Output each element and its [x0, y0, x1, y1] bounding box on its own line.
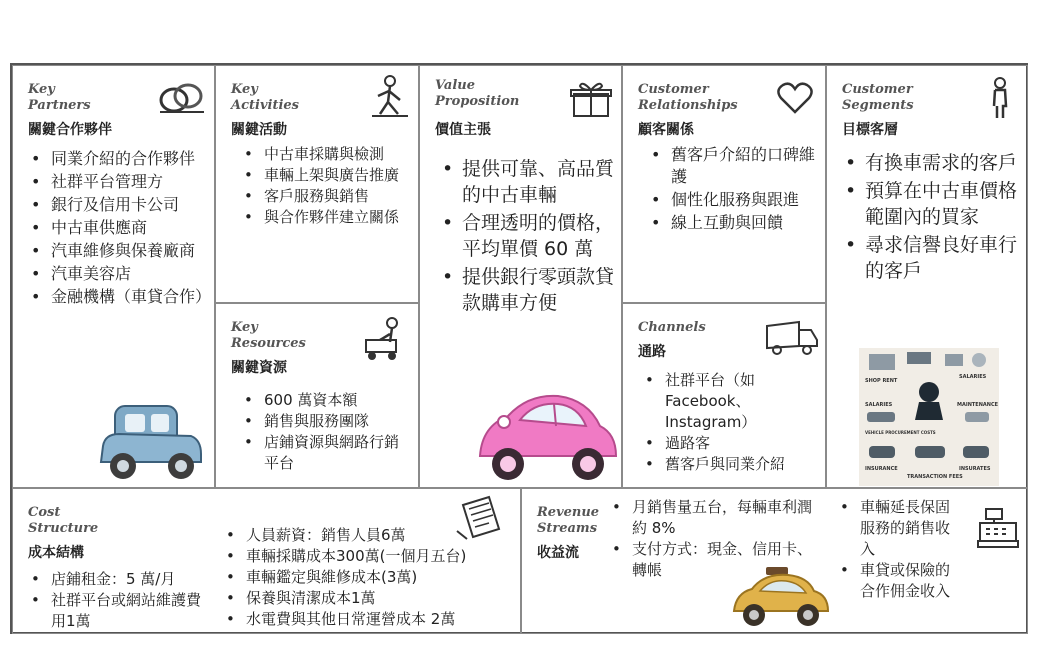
canvas-frame — [10, 63, 1028, 634]
list-item: • 店鋪資源與網路行銷平台 — [264, 432, 412, 474]
blue-vintage-car-image — [95, 396, 207, 484]
infographic-label: TRANSACTION FEES — [907, 474, 963, 480]
truck-icon — [763, 318, 819, 358]
key-resources-list — [264, 390, 412, 474]
list-item: • 車輛採購成本300萬(一個月五台) — [246, 546, 520, 567]
infographic-label: MAINTENANCE — [957, 402, 999, 408]
key-activities-title-zh: 關鍵活動 — [231, 122, 287, 138]
key-partners-title-en-2: Partners — [28, 98, 91, 113]
cost-structure-list-left — [51, 569, 211, 632]
key-partners-title-zh: 關鍵合作夥伴 — [28, 122, 112, 138]
value-proposition-title-en-2: Proposition — [435, 94, 520, 109]
cost-infographic-image — [859, 348, 999, 486]
customer-segments-title-zh: 目標客層 — [842, 122, 898, 138]
list-item: • 個性化服務與跟進 — [671, 189, 821, 211]
infographic-label: INSURATES — [959, 466, 991, 472]
pink-beetle-car-image — [468, 386, 624, 486]
list-item: • 舊客戶與同業介紹 — [665, 454, 823, 475]
key-activities-title-en-1: Key — [231, 82, 258, 97]
list-item: • 提供銀行零頭款貸款購車方便 — [462, 264, 614, 316]
key-partners-title-en-1: Key — [28, 82, 55, 97]
key-resources-title-zh: 關鍵資源 — [231, 360, 287, 376]
list-item: • 汽車美容店 — [51, 263, 206, 285]
list-item: • 社群平台或網站維護費用1萬 — [51, 590, 211, 632]
list-item: • 合理透明的價格，平均單價 60 萬 — [462, 210, 614, 262]
customer-relationships-block — [622, 65, 826, 303]
list-item: • 人員薪資：銷售人員6萬 — [246, 525, 520, 546]
list-item: • 提供可靠、高品質的中古車輛 — [462, 156, 614, 208]
infographic-label: SHOP RENT — [865, 378, 898, 384]
cost-structure-list-right — [246, 525, 520, 630]
value-proposition-list — [462, 156, 614, 318]
list-item: • 同業介紹的合作夥伴 — [51, 148, 206, 170]
channels-block — [622, 303, 826, 488]
cost-structure-title-en-1: Cost — [28, 505, 61, 520]
channels-list — [665, 370, 823, 475]
list-item: • 支付方式：現金、信用卡、轉帳 — [632, 539, 822, 581]
list-item: • 汽車維修與保養廠商 — [51, 240, 206, 262]
list-item: • 保養與清潔成本1萬 — [246, 588, 520, 609]
key-partners-block — [12, 65, 215, 488]
person-icon — [985, 76, 1015, 120]
gift-icon — [568, 80, 614, 118]
list-item: • 舊客戶介紹的口碑維護 — [671, 144, 821, 188]
list-item: • 車輛上架與廣告推廣 — [264, 165, 412, 186]
cash-register-icon — [974, 501, 1022, 549]
revenue-streams-block — [521, 488, 1028, 634]
forklift-icon — [362, 316, 410, 362]
rings-icon — [156, 78, 208, 116]
list-item: • 客戶服務與銷售 — [264, 186, 412, 207]
list-item: • 有換車需求的客戶 — [865, 150, 1023, 176]
list-item: • 車輛鑑定與維修成本(3萬) — [246, 567, 520, 588]
customer-relationships-title-en-1: Customer — [638, 82, 709, 97]
cost-structure-block — [12, 488, 521, 634]
channels-title-zh: 通路 — [638, 344, 666, 360]
revenue-streams-list-right — [860, 497, 964, 602]
list-item: • 金融機構（車貸合作） — [51, 286, 206, 308]
revenue-streams-title-en-1: Revenue — [537, 505, 600, 520]
value-proposition-title-en-1: Value — [435, 78, 475, 93]
list-item: • 店鋪租金：5 萬/月 — [51, 569, 211, 590]
key-resources-title-en-2: Resources — [231, 336, 306, 351]
infographic-label: SALARIES — [959, 374, 987, 380]
yellow-taxi-car-image — [728, 563, 832, 633]
list-item: • 銀行及信用卡公司 — [51, 194, 206, 216]
list-item: • 車輛延長保固服務的銷售收入 — [860, 497, 964, 560]
key-resources-title-en-1: Key — [231, 320, 258, 335]
customer-relationships-list — [671, 144, 821, 235]
list-item: • 銷售與服務團隊 — [264, 411, 412, 432]
list-item: • 中古車供應商 — [51, 217, 206, 239]
list-item: • 尋求信譽良好車行的客戶 — [865, 232, 1023, 284]
list-item: • 中古車採購與檢測 — [264, 144, 412, 165]
list-item: • 與合作夥伴建立關係 — [264, 207, 412, 228]
infographic-label: INSURANCE — [865, 466, 898, 472]
worker-icon — [370, 74, 410, 118]
infographic-label: SALARIES — [865, 402, 893, 408]
list-item: • 社群平台管理方 — [51, 171, 206, 193]
revenue-streams-title-en-2: Streams — [537, 521, 598, 536]
key-activities-list — [264, 144, 412, 228]
key-resources-block — [215, 303, 419, 488]
value-proposition-block — [419, 65, 622, 488]
customer-relationships-title-en-2: Relationships — [638, 98, 738, 113]
key-activities-block — [215, 65, 419, 303]
customer-segments-list — [865, 150, 1023, 286]
infographic-label: VEHICLE PROCUREMENT COSTS — [865, 430, 936, 435]
list-item: • 社群平台（如 Facebook、Instagram） — [665, 370, 823, 433]
list-item: • 線上互動與回饋 — [671, 212, 821, 234]
list-item: • 預算在中古車價格範圍內的買家 — [865, 178, 1023, 230]
list-item: • 車貸或保險的合作佣金收入 — [860, 560, 964, 602]
revenue-streams-title-zh: 收益流 — [537, 545, 579, 561]
list-item: • 過路客 — [665, 433, 823, 454]
customer-segments-block — [826, 65, 1028, 488]
list-item: • 600 萬資本額 — [264, 390, 412, 411]
customer-relationships-title-zh: 顧客關係 — [638, 122, 694, 138]
value-proposition-title-zh: 價值主張 — [435, 122, 491, 138]
customer-segments-title-en-1: Customer — [842, 82, 913, 97]
heart-icon — [777, 82, 813, 114]
cost-structure-title-zh: 成本結構 — [28, 545, 84, 561]
key-partners-list — [51, 148, 212, 309]
list-item: • 月銷售量五台，每輛車利潤約 8% — [632, 497, 822, 539]
channels-title-en: Channels — [638, 320, 706, 335]
customer-segments-title-en-2: Segments — [842, 98, 914, 113]
cost-structure-title-en-2: Structure — [28, 521, 99, 536]
key-activities-title-en-2: Activities — [231, 98, 299, 113]
list-item: • 水電費與其他日常運營成本 2萬 — [246, 609, 520, 630]
